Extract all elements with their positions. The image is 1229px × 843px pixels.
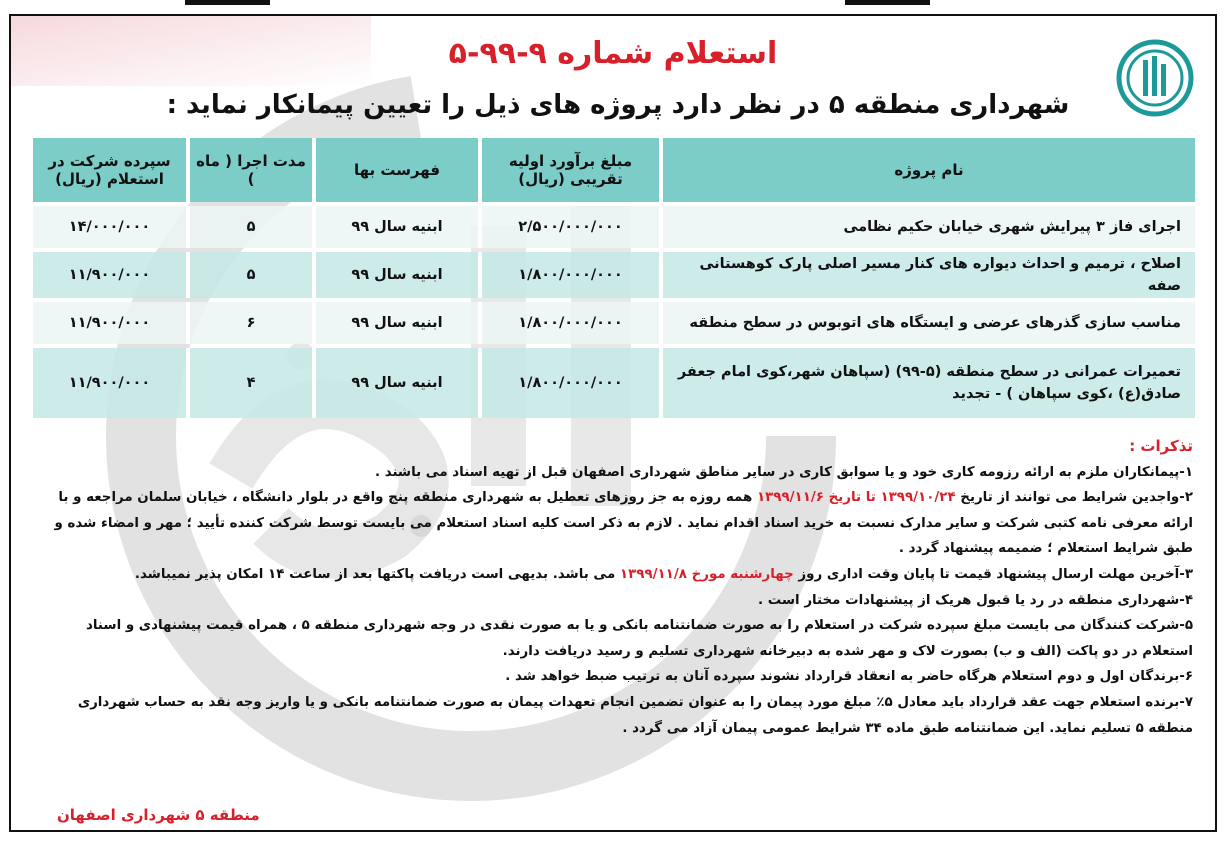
cell-deposit: ۱۱/۹۰۰/۰۰۰ (33, 252, 186, 298)
projects-table (33, 134, 1195, 422)
note-3-text-b: می باشد. بدیهی است دریافت پاکتها بعد از ساعت ۱۴ امکان پذیر نمیباشد. (134, 566, 620, 582)
top-black-bar-right (845, 0, 930, 5)
cell-estimate: ۱/۸۰۰/۰۰۰/۰۰۰ (478, 348, 659, 418)
cell-project-name: اجرای فاز ۳ پیرایش شهری خیابان حکیم نظامی (659, 206, 1195, 248)
cell-project-name: تعمیرات عمرانی در سطح منطقه (۵-۹۹) (سپاهان شهر،کوی امام جعفر صادق(ع) ،کوی سپاهان ) - تجدید (659, 348, 1195, 418)
notes-section (35, 434, 1193, 741)
table-row (33, 348, 1195, 418)
cell-duration: ۶ (186, 302, 312, 344)
table-row (33, 206, 1195, 248)
cell-deposit: ۱۴/۰۰۰/۰۰۰ (33, 206, 186, 248)
header-duration: مدت اجرا ( ماه ) (186, 138, 312, 202)
note-6: ۶-برندگان اول و دوم استعلام هرگاه حاضر به انعقاد قرارداد نشوند سپرده آنان به ترتیب ضبط خواهد شد . (505, 669, 1193, 685)
table-header-row (33, 138, 1195, 202)
cell-price-list: ابنیه سال ۹۹ (312, 252, 478, 298)
cell-deposit: ۱۱/۹۰۰/۰۰۰ (33, 302, 186, 344)
note-1: ۱-پیمانکاران ملزم به ارائه رزومه کاری خود و یا سوابق کاری در سایر مناطق شهرداری اصفهان قبل از تهیه اسناد می باشند . (374, 464, 1193, 480)
signature: منطقه ۵ شهرداری اصفهان (57, 806, 260, 824)
cell-duration: ۴ (186, 348, 312, 418)
inquiry-subtitle: شهرداری منطقه ۵ در نظر دارد پروژه های ذیل را تعیین پیمانکار نماید : (166, 90, 1070, 120)
note-2 (35, 485, 1193, 562)
cell-price-list: ابنیه سال ۹۹ (312, 206, 478, 248)
cell-estimate: ۲/۵۰۰/۰۰۰/۰۰۰ (478, 206, 659, 248)
note-3-text-a: ۳-آخرین مهلت ارسال پیشنهاد قیمت تا پایان وقت اداری روز (793, 566, 1193, 582)
top-black-bar-left (185, 0, 270, 5)
note-7: ۷-برنده استعلام جهت عقد قرارداد باید معادل ۵٪ مبلغ مورد پیمان را به عنوان تضمین انجام تعهدات پیمان به صورت ضمانتنامه بانکی و یا واریز وجه نقد به حساب شهرداری منطقه ۵ تسلیم نماید. این ضمانتنامه طبق ماده ۳۴ شرایط عمومی پیمان آزاد می گردد . (77, 694, 1193, 736)
cell-price-list: ابنیه سال ۹۹ (312, 348, 478, 418)
note-3-deadline: چهارشنبه مورخ ۱۳۹۹/۱۱/۸ (619, 566, 794, 582)
cell-price-list: ابنیه سال ۹۹ (312, 302, 478, 344)
note-2-text-b: همه روزه به جز روزهای تعطیل به شهرداری منطقه پنج واقع در بلوار دانشگاه ، خیابان سلمان مراجعه و با ارائه معرفی نامه کتبی شرکت و سایر مدارک نسبت به خرید اسناد اقدام نماید . لازم به ذکر است کلیه اسناد استعلام می بایست توسط شرکت کننده تأیید ؛ مهر و امضاء شده و طبق شرایط استعلام ؛ ضمیمه پیشنهاد گردد . (54, 490, 1193, 557)
cell-project-name: اصلاح ، ترمیم و احداث دیواره های کنار مسیر اصلی پارک کوهستانی صفه (659, 252, 1195, 298)
header-project-name: نام پروژه (659, 138, 1195, 202)
cell-estimate: ۱/۸۰۰/۰۰۰/۰۰۰ (478, 302, 659, 344)
table-row (33, 252, 1195, 298)
notice-frame (9, 14, 1217, 832)
cell-duration: ۵ (186, 206, 312, 248)
cell-project-name: مناسب سازی گذرهای عرضی و ایستگاه های اتوبوس در سطح منطقه (659, 302, 1195, 344)
cell-estimate: ۱/۸۰۰/۰۰۰/۰۰۰ (478, 252, 659, 298)
note-4: ۴-شهرداری منطقه در رد یا قبول هریک از پیشنهادات مختار است . (757, 592, 1193, 608)
cell-deposit: ۱۱/۹۰۰/۰۰۰ (33, 348, 186, 418)
header-estimate: مبلغ برآورد اولیه تقریبی (ریال) (478, 138, 659, 202)
table-row (33, 302, 1195, 344)
inquiry-title: استعلام شماره ۹-۹۹-۵ (448, 36, 778, 71)
note-2-dates: ۱۳۹۹/۱۰/۲۴ تا تاریخ ۱۳۹۹/۱۱/۶ (756, 490, 956, 506)
note-2-text-a: ۲-واجدین شرایط می توانند از تاریخ (955, 490, 1193, 506)
cell-duration: ۵ (186, 252, 312, 298)
header-deposit: سپرده شرکت در استعلام (ریال) (33, 138, 186, 202)
note-3 (35, 562, 1193, 588)
header-price-list: فهرست بها (312, 138, 478, 202)
notes-heading: تذکرات : (1129, 437, 1193, 455)
note-5: ۵-شرکت کنندگان می بایست مبلغ سپرده شرکت در استعلام را به صورت ضمانتنامه بانکی و یا به صورت نقدی در وجه شهرداری منطقه ۵ ، همراه قیمت پیشنهادی و اسناد استعلام در دو پاکت (الف و ب) بصورت لاک و مهر شده به دبیرخانه شهرداری تسلیم و رسید دریافت دارند. (86, 618, 1193, 659)
